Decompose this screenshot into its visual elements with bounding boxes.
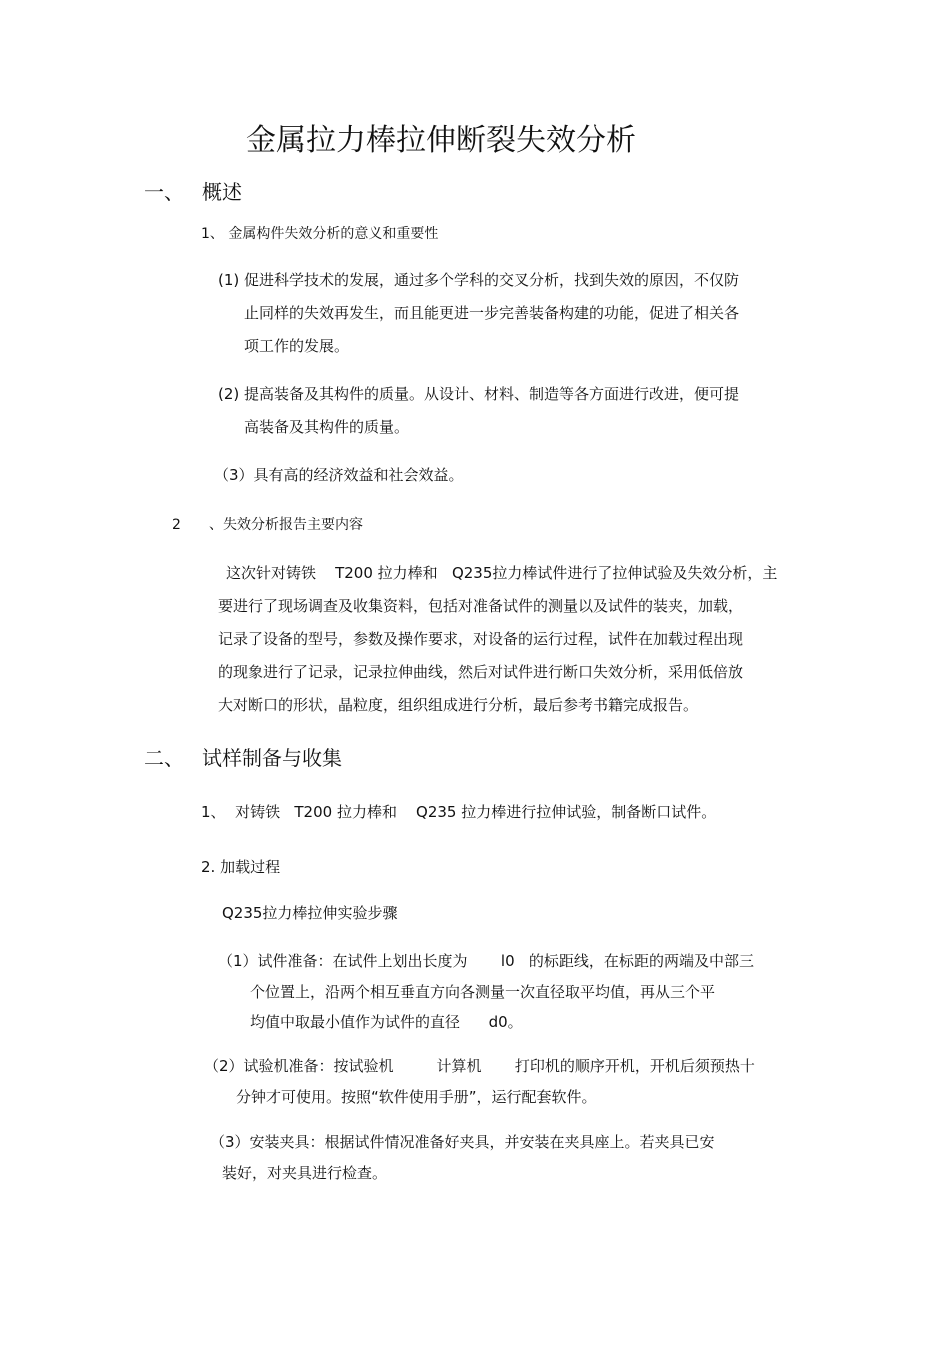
section-1-number: 一、 bbox=[144, 180, 184, 204]
paragraph-1-line-3: 项工作的发展。 bbox=[244, 337, 350, 355]
paragraph-1-line-1: (1) 促进科学技术的发展，通过多个学科的交叉分析，找到失效的原因，不仅防 bbox=[218, 271, 740, 289]
section-2-number: 二、 bbox=[144, 746, 184, 770]
subsection-1-heading: 1、 金属构件失效分析的意义和重要性 bbox=[201, 226, 439, 242]
content-line-5: 大对断口的形状，晶粒度，组织组成进行分析，最后参考书籍完成报告。 bbox=[218, 696, 699, 714]
paragraph-2-line-1: (2) 提高装备及其构件的质量。从设计、材料、制造等各方面进行改进，便可提 bbox=[218, 385, 740, 403]
step-1-line-1: （1）试件准备：在试件上划出长度为 l0 的标距线，在标距的两端及中部三 bbox=[218, 952, 754, 970]
content-line-3: 记录了设备的型号，参数及操作要求，对设备的运行过程，试件在加载过程出现 bbox=[218, 630, 744, 648]
section-2-heading: 试样制备与收集 bbox=[202, 746, 342, 770]
step-3-line-2: 装好，对夹具进行检查。 bbox=[222, 1164, 388, 1182]
step-3-line-1: （3）安装夹具：根据试件情况准备好夹具，并安装在夹具座上。若夹具已安 bbox=[210, 1133, 715, 1151]
step-2-line-1: （2）试验机准备：按试验机 计算机 打印机的顺序开机，开机后须预热十 bbox=[204, 1057, 755, 1075]
paragraph-2-line-2: 高装备及其构件的质量。 bbox=[244, 418, 410, 436]
item-1: 1、 对铸铁 T200 拉力棒和 Q235 拉力棒进行拉伸试验，制备断口试件。 bbox=[201, 803, 717, 821]
paragraph-3: （3）具有高的经济效益和社会效益。 bbox=[214, 466, 464, 484]
subsection-2-heading: 、失效分析报告主要内容 bbox=[209, 517, 363, 533]
step-2-line-2: 分钟才可使用。按照“软件使用手册”，运行配套软件。 bbox=[236, 1088, 597, 1106]
step-1-line-3: 均值中取最小值作为试件的直径 d0。 bbox=[250, 1013, 523, 1031]
content-line-4: 的现象进行了记录，记录拉伸曲线，然后对试件进行断口失效分析，采用低倍放 bbox=[218, 663, 744, 681]
subsection-2-number: 2 bbox=[172, 517, 181, 533]
steps-title: Q235拉力棒拉伸实验步骤 bbox=[222, 904, 398, 922]
content-line-2: 要进行了现场调查及收集资料，包括对准备试件的测量以及试件的装夹，加载， bbox=[218, 597, 744, 615]
document-title: 金属拉力棒拉伸断裂失效分析 bbox=[246, 123, 636, 158]
item-2: 2. 加载过程 bbox=[201, 858, 281, 876]
step-1-line-2: 个位置上，沿两个相互垂直方向各测量一次直径取平均值，再从三个平 bbox=[250, 983, 716, 1001]
section-1-heading: 概述 bbox=[202, 180, 242, 204]
paragraph-1-line-2: 止同样的失效再发生，而且能更进一步完善装备构建的功能，促进了相关各 bbox=[244, 304, 740, 322]
content-line-1: 这次针对铸铁 T200 拉力棒和 Q235拉力棒试件进行了拉伸试验及失效分析，主 bbox=[226, 564, 778, 582]
